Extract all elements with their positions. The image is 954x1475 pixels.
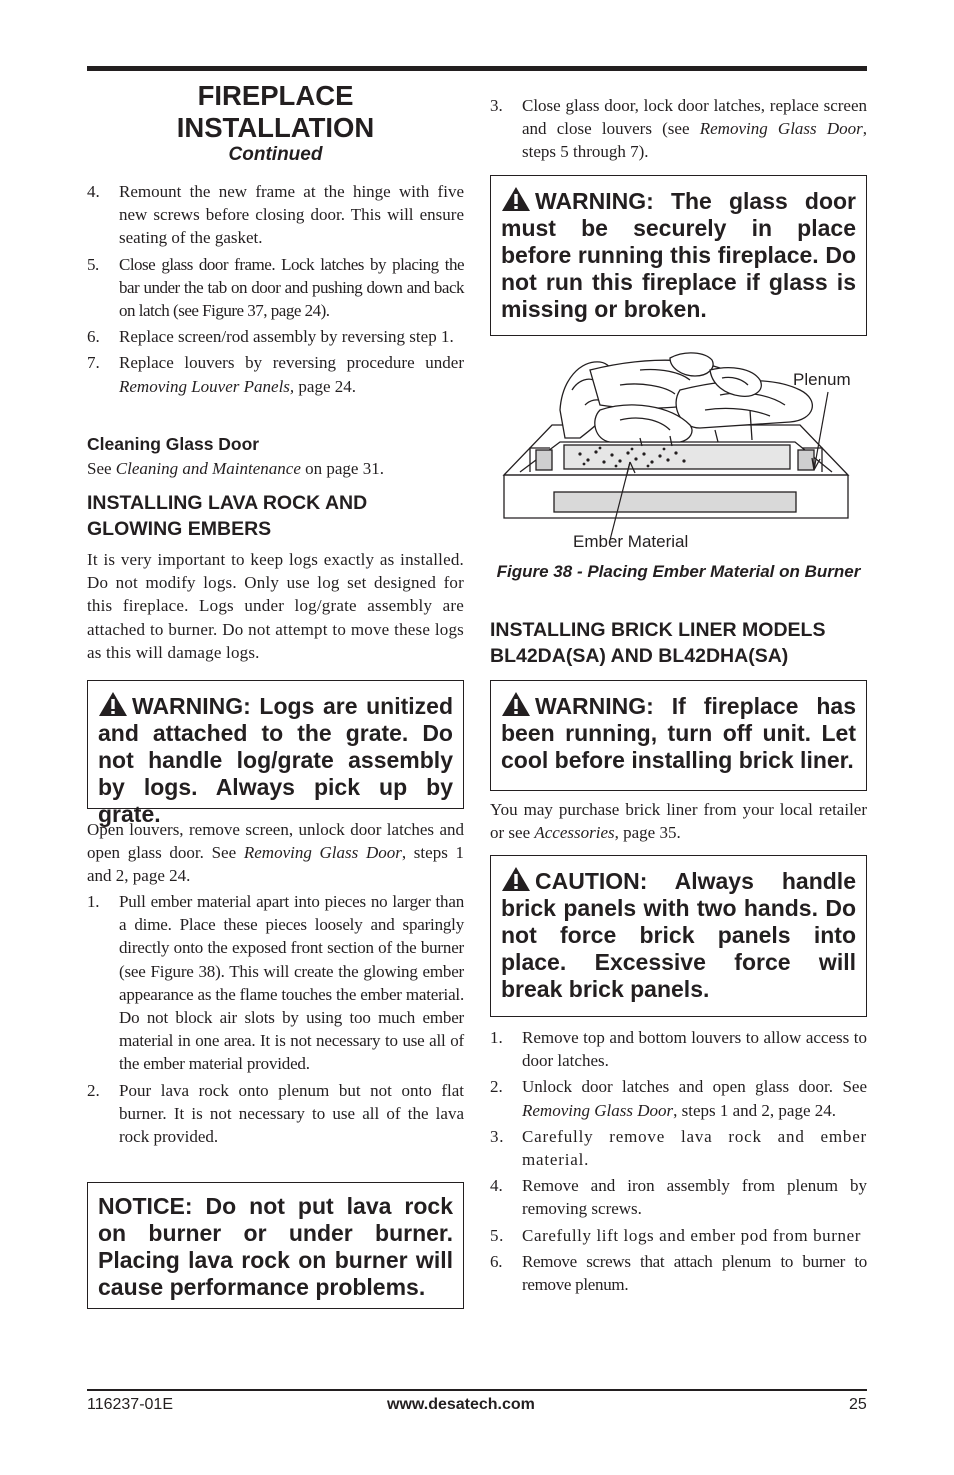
open-louvers-text: Open louvers, remove screen, unlock door latches and open glass door. See Removing Glass Door, steps 1 and 2, page 24. <box>87 820 464 886</box>
plenum-label: Plenum <box>793 370 851 389</box>
warning-logs-box <box>87 680 464 827</box>
bottom-rule <box>87 1389 867 1391</box>
list-item: 1. Remove top and bottom louvers to allow access to door latches. <box>490 1028 867 1071</box>
list-item: 7. Replace louvers by reversing procedure under Removing Louver Panels, page 24. <box>87 353 464 396</box>
list-item: 6. Replace screen/rod assembly by reversing step 1. <box>87 327 454 347</box>
warning-brick-box <box>490 680 867 791</box>
top-rule <box>87 66 867 71</box>
warning-brick-text: WARNING: If fireplace has been running, turn off unit. Let cool before installing brick liner. <box>501 693 856 773</box>
list-item: 6. Remove screws that attach plenum to burner to remove plenum. <box>490 1251 867 1295</box>
list-item: 4. Remove and iron assembly from plenum by removing screws. <box>490 1176 867 1219</box>
list-item: 3. Close glass door, lock door latches, replace screen and close louvers (see Removing Glass Door, steps 5 through 7). <box>490 96 868 162</box>
notice-box <box>87 1182 464 1309</box>
list-item: 2. Unlock door latches and open glass door. See Removing Glass Door, steps 1 and 2, page 24. <box>490 1077 867 1120</box>
purchase-text: You may purchase brick liner from your local retailer or see Accessories, page 35. <box>490 800 867 843</box>
continued-label: Continued <box>228 144 323 165</box>
list-item: 5. Close glass door frame. Lock latches by placing the bar under the tab on door and pushing down and back on latch (see Figure 37, page 24). <box>87 254 464 321</box>
caution-brick-text: CAUTION: Always handle brick panels with two hands. Do not force brick panels into place. Excessive force will break brick panels. <box>501 868 856 1002</box>
figure-38 <box>490 350 867 560</box>
cleaning-heading: Cleaning Glass Door <box>87 434 260 454</box>
steps-list-a <box>87 180 464 401</box>
page-number: 25 <box>849 1396 867 1413</box>
warning-icon <box>98 691 128 717</box>
warning-glass-text: WARNING: The glass door must be securely in place before running this fireplace. Do not run this fireplace if glass is missing or broken. <box>501 188 856 322</box>
figure-caption: Figure 38 - Placing Ember Material on Burner <box>496 562 861 581</box>
website-link[interactable]: www.desatech.com <box>387 1396 535 1413</box>
title-line2: INSTALLATION <box>176 112 375 143</box>
brick-steps-list <box>490 1026 867 1299</box>
lava-section-heading: INSTALLING LAVA ROCK AND GLOWING EMBERS <box>87 492 368 540</box>
warning-icon <box>501 866 531 892</box>
steps-list-b <box>87 890 464 1151</box>
list-item: 3. Carefully remove lava rock and ember material. <box>490 1126 867 1170</box>
list-item: 2. Pour lava rock onto plenum but not onto flat burner. It is not necessary to use all of the lava rock provided. <box>87 1080 464 1147</box>
step-3-list <box>490 94 867 167</box>
warning-glass-box <box>490 175 867 336</box>
brick-section-heading: INSTALLING BRICK LINER MODELS BL42DA(SA) AND BL42DHA(SA) <box>490 619 826 667</box>
notice-text: NOTICE: Do not put lava rock on burner or under burner. Placing lava rock on burner will cause performance problems. <box>98 1193 453 1300</box>
list-item: 5. Carefully lift logs and ember pod from burner <box>490 1225 862 1245</box>
caution-brick-box <box>490 855 867 1017</box>
list-item: 1. Pull ember material apart into pieces no larger than a dime. Place these pieces loosely and sparingly directly onto the exposed front section of the burner (see Figure 38). This will create the glowing ember appearance as the flame touches the ember material. Do not block air slots by using too much ember material in one area. It is not necessary to use all of the ember material provided. <box>87 892 464 1074</box>
warning-logs-text: WARNING: Logs are unitized and attached to the grate. Do not handle log/grate assembly by logs. Always pick up by grate. <box>98 693 453 827</box>
lava-paragraph: It is very important to keep logs exactly as installed. Do not modify logs. Only use log set designed for this fireplace. Logs under log/grate assembly are attached to burner. Do not attempt to move these logs as this will damage logs. <box>87 550 464 662</box>
list-item: 4. Remount the new frame at the hinge with five new screws before closing door. This will ensure seating of the gasket. <box>87 182 464 248</box>
title-line1: FIREPLACE <box>197 80 354 111</box>
doc-number: 116237-01E <box>87 1396 173 1413</box>
warning-icon <box>501 691 531 717</box>
warning-icon <box>501 186 531 212</box>
page-title <box>87 80 464 166</box>
cleaning-text: See Cleaning and Maintenance on page 31. <box>87 459 384 478</box>
ember-material-label: Ember Material <box>573 532 689 551</box>
